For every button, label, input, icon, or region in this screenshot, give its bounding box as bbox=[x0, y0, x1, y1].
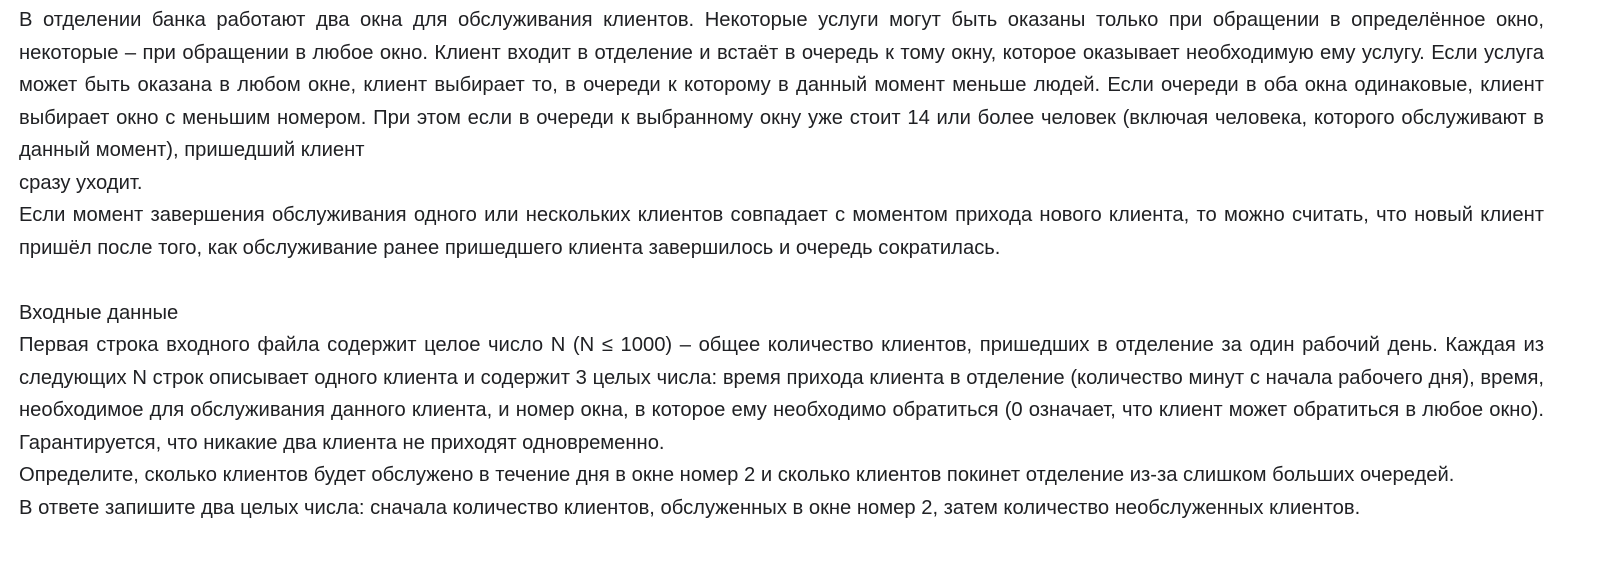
statement-paragraph-1: В отделении банка работают два окна для обслуживания клиентов. Некоторые услуги могут быть оказаны только при обращении в определённое окно, некоторые – при обращении в любое окно. Клиент входит в отделение и встаёт в очередь к тому окну, которое оказывает необходимую ему услугу. Если услуга может быть оказана в любом окне, клиент выбирает то, в очереди к которому в данный момент меньше людей. Если очереди в оба окна одинаковые, клиент выбирает окно с меньшим номером. При этом если в очереди к выбранному окну уже стоит 14 или более человек (включая человека, которого обслуживают в данный момент), пришедший клиент bbox=[19, 9, 1544, 161]
task-paragraph: Определите, сколько клиентов будет обслужено в течение дня в окне номер 2 и сколько клиентов покинет отделение из-за слишком больших очередей. bbox=[19, 464, 1455, 486]
statement-paragraph-2: сразу уходит. bbox=[19, 171, 143, 194]
statement-paragraph-3: Если момент завершения обслуживания одного или нескольких клиентов совпадает с моментом прихода нового клиента, то можно считать, что новый клиент пришёл после того, как обслуживание ранее пришедшего клиента завершилось и очередь сократилась. bbox=[19, 204, 1544, 259]
input-paragraph-1: Первая строка входного файла содержит целое число N (N ≤ 1000) – общее количество клиентов, пришедших в отделение за один рабочий день. Каждая из следующих N строк описывает одного клиента и содержит 3 целых числа: время прихода клиента в отделение (количество минут с начала рабочего дня), время, необходимое для обслуживания данного клиента, и номер окна, в которое ему необходимо обратиться (0 означает, что клиент может обратиться в любое окно). Гарантируется, что никакие два клиента не приходят одновременно. bbox=[19, 334, 1544, 454]
section-spacer bbox=[19, 264, 1544, 297]
input-heading: Входные данные bbox=[19, 301, 179, 324]
answer-instructions: В ответе запишите два целых числа: сначала количество клиентов, обслуженных в окне номер 2, затем количество необслуженных клиентов. bbox=[19, 496, 1361, 519]
